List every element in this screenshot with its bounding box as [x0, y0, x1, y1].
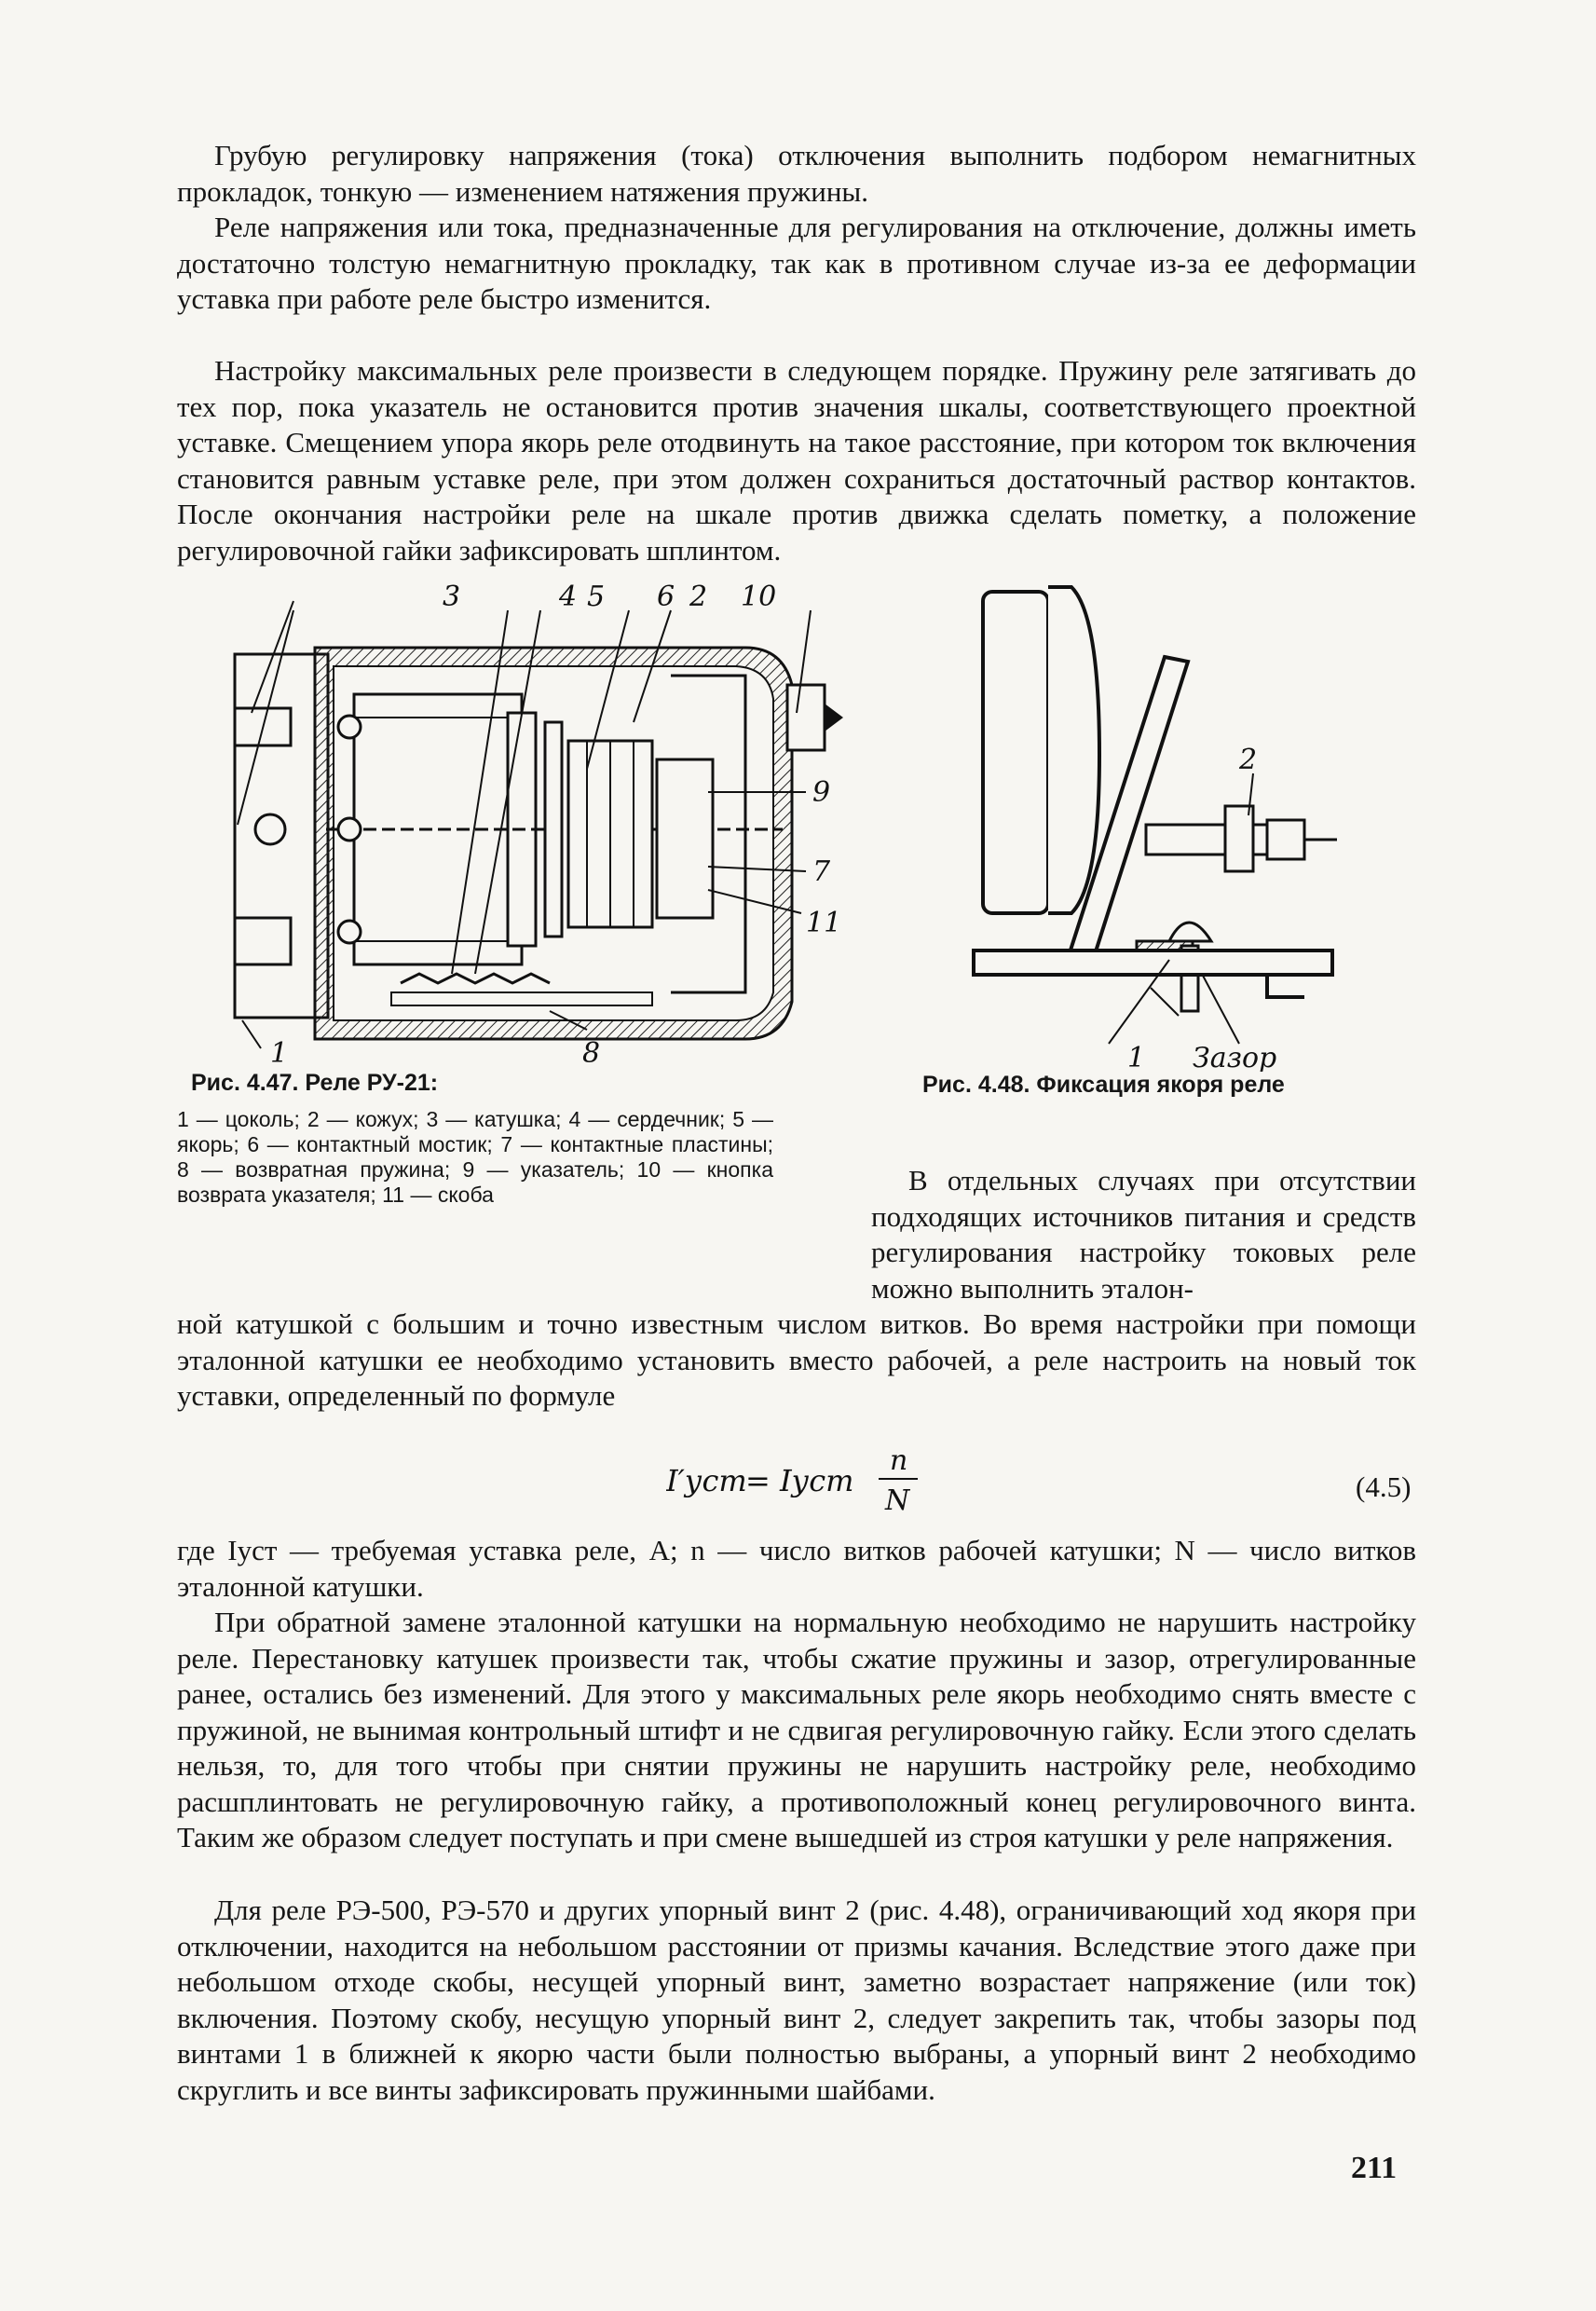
- label-7: 7: [812, 855, 831, 888]
- armature-fixation-drawing: [969, 578, 1342, 1072]
- paragraph-nonmagnetic-gasket: Реле напряжения или тока, предназначенные для регулирования на отключение, должны иметь достаточно толстую немагнитную прокладку, так как в противном случае из-за ее деформации уставка при работе реле быстро изменится.: [177, 211, 1416, 315]
- paragraph-max-relay-setup: Настройку максимальных реле произвести в следующем порядке. Пружину реле затягивать до тех пор, пока указатель не остановится против значения шкалы, соответствующего проектной уставке. Смещением упора якорь реле отодвинуть на такое расстояние, при котором ток включения становится равным уставке реле, при этом должен сохраниться достаточный раствор контактов. После окончания настройки реле на шкале против движка сделать пометку, а положение регулировочной гайки зафиксировать шплинтом.: [177, 354, 1416, 567]
- page-number: 211: [1351, 2151, 1398, 2185]
- label-9: 9: [812, 776, 831, 809]
- label-11: 11: [806, 907, 842, 939]
- formula-denominator: N: [885, 1484, 910, 1514]
- paragraph-where: где Iуст — требуемая уставка реле, А; n — число витков рабочей катушки; N — число витков эталонной катушки.: [177, 1534, 1416, 1603]
- formula-rhs: = Iуст: [745, 1463, 854, 1498]
- paragraph-reference-coil-continued: ной катушкой с большим и точно известным числом витков. Во время настройки при помощи эталонной катушки ее необходимо установить вместо рабочей, а реле настроить на новый ток уставки, определенный по формуле: [177, 1307, 1416, 1412]
- label-1: 1: [1127, 1042, 1146, 1072]
- relay-ru21-drawing: [186, 582, 857, 1076]
- label-6: 6: [657, 582, 675, 613]
- figure-4-48-armature-fixation: [969, 578, 1342, 1072]
- label-1: 1: [270, 1037, 289, 1070]
- paragraph-reverse-replacement: При обратной замене эталонной катушки на нормальную необходимо не нарушить настройку реле. Перестановку катушек произвести так, чтобы сжатие пружины и зазор, отрегулированные ранее, остались без изменений. Для этого у максимальных реле якорь необходимо снять вместе с пружиной, не вынимая контрольный штифт и не сдвигая регулировочную гайку. Если этого сделать нельзя, то, для того чтобы при снятии пружины не нарушить настройку реле, необходимо расшплинтовать не регулировочную гайку, а противоположный конец регулировочного винта. Таким же образом следует поступать и при смене вышедшей из строя катушки у реле напряжения.: [177, 1606, 1416, 1853]
- formula-numerator: n: [890, 1444, 908, 1477]
- label-3: 3: [443, 582, 461, 613]
- label-5: 5: [587, 582, 606, 613]
- paragraph-coarse-adjustment: Грубую регулировку напряжения (тока) отключения выполнить подбором немагнитных прокладок, тонкую — изменением натяжения пружины.: [177, 139, 1416, 208]
- formula-lhs: I′уст: [666, 1463, 747, 1498]
- paragraph-reference-coil-wrapped: В отдельных случаях при отсутствии подходящих источников питания и средств регулирования настройку токовых реле можно выполнить эталон-: [871, 1164, 1416, 1305]
- label-8: 8: [582, 1037, 601, 1070]
- label-2: 2: [1239, 744, 1258, 776]
- label-4: 4: [559, 582, 578, 613]
- formula-drawing: [666, 1440, 946, 1514]
- figure-4-48-caption: Рис. 4.48. Фиксация якоря реле: [922, 1072, 1285, 1098]
- figure-4-47-caption: Рис. 4.47. Реле РУ-21:: [191, 1070, 439, 1096]
- figure-4-47-relay-ru21: [186, 582, 857, 1076]
- equation-number: (4.5): [1356, 1470, 1412, 1503]
- label-10: 10: [741, 582, 777, 613]
- formula-4-5: [666, 1440, 946, 1522]
- paragraph-stop-screw: Для реле РЭ-500, РЭ-570 и других упорный винт 2 (рис. 4.48), ограничивающий ход якоря при отключении, находится на небольшом расстоянии от призмы качания. Вследствие этого даже при небольшом отходе скобы, несущей упорный винт, заметно возрастает напряжение (или ток) включения. Поэтому скобу, несущую упорный винт 2, следует закрепить так, чтобы зазоры под винтами 1 в ближней к якорю части были полностью выбраны, а упорный винт 2 необходимо скруглить и все винты зафиксировать пружинными шайбами.: [177, 1894, 1416, 2106]
- label-2: 2: [689, 582, 708, 613]
- coil-body: [983, 592, 1048, 913]
- label-gap: Зазор: [1193, 1042, 1277, 1072]
- figure-4-47-legend: 1 — цоколь; 2 — кожух; 3 — катушка; 4 — сердечник; 5 — якорь; 6 — контактный мостик; 7 — контактные пластины; 8 — возвратная пружина; 9 — указатель; 10 — кнопка возврата указателя; 11 — скоба: [177, 1107, 773, 1207]
